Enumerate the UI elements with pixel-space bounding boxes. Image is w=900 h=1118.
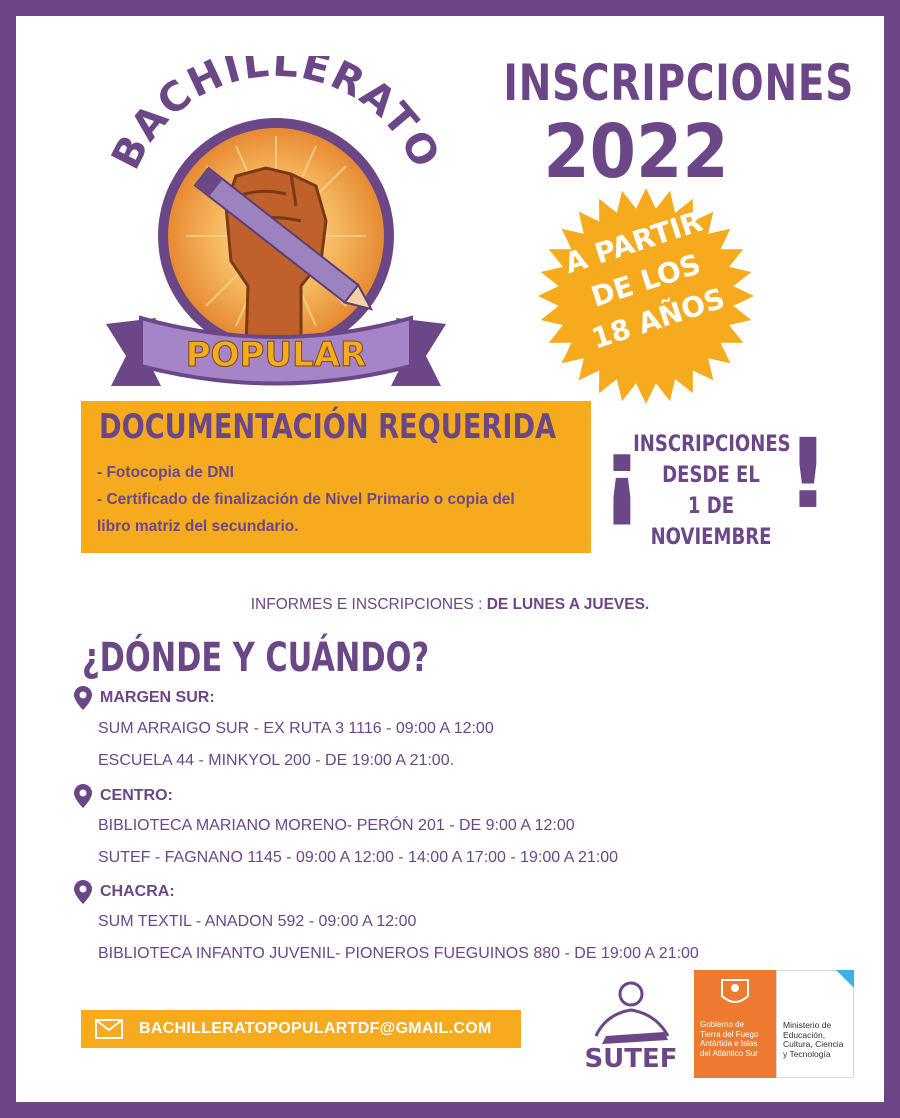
zone-heading <box>74 880 175 904</box>
inscripciones-title: INSCRIPCIONES <box>503 54 855 112</box>
corner-flag-icon <box>836 970 854 988</box>
donde-title: ¿DÓNDE Y CUÁNDO? <box>82 635 430 681</box>
informes-line <box>16 596 884 614</box>
location-line: SUTEF - FAGNANO 1145 - 09:00 A 12:00 - 14:00 A 17:00 - 19:00 A 21:00 <box>98 849 619 866</box>
zone-name: CHACRA: <box>100 883 175 900</box>
documentacion-title: DOCUMENTACIÓN REQUERIDA <box>99 407 557 447</box>
email-link[interactable]: BACHILLERATOPOPULARTDF@GMAIL.COM <box>139 1020 492 1037</box>
documentacion-list <box>97 459 577 540</box>
logo-arc-text: BACHILLERATO <box>103 56 449 177</box>
location-line: SUM TEXTIL - ANADON 592 - 09:00 A 12:00 <box>98 913 417 930</box>
gobierno-tdf-logo <box>694 970 776 1078</box>
inscripciones-year: 2022 <box>543 109 729 195</box>
location-pin-icon <box>74 880 92 904</box>
exclamation-open: ¡ <box>600 418 644 530</box>
informes-days: DE LUNES A JUEVES. <box>486 596 650 613</box>
exclamation-close: ! <box>786 418 830 530</box>
envelope-icon <box>95 1019 123 1039</box>
doc-item: libro matriz del secundario. <box>97 518 299 535</box>
email-bar[interactable] <box>81 1010 521 1048</box>
fist-pencil-emblem <box>86 56 466 406</box>
gobierno-text: Gobierno de Tierra del Fuego Antártida e Islas del Atlántico Sur <box>700 1020 759 1058</box>
zone-name: MARGEN SUR: <box>100 689 215 706</box>
ministerio-text: Ministerio de Educación, Cultura, Ciencia y Tecnología <box>783 1020 844 1059</box>
sutef-logo-text: SUTEF <box>584 1044 678 1074</box>
informes-label: INFORMES E INSCRIPCIONES : <box>250 596 487 613</box>
logo-ribbon-text: POPULAR <box>185 335 367 375</box>
location-line: ESCUELA 44 - MINKYOL 200 - DE 19:00 A 21:00. <box>98 752 455 769</box>
documentacion-box <box>81 401 591 553</box>
location-line: BIBLIOTECA INFANTO JUVENIL- PIONEROS FUEGUINOS 880 - DE 19:00 A 21:00 <box>98 945 699 962</box>
inscripciones-desde-text: INSCRIPCIONES DESDE EL 1 DE NOVIEMBRE <box>633 432 791 550</box>
poster <box>16 16 884 1102</box>
zone-name: CENTRO: <box>100 787 173 804</box>
age-badge-text: A PARTIR DE LOS 18 AÑOS <box>560 204 729 356</box>
bachillerato-popular-logo <box>86 56 466 406</box>
doc-item: - Certificado de finalización de Nivel Primario o copia del <box>97 491 515 508</box>
doc-item: - Fotocopia de DNI <box>97 464 234 481</box>
gobierno-shield-icon <box>694 970 776 1014</box>
sutef-logo <box>576 974 686 1074</box>
zone-heading <box>74 686 215 710</box>
location-line: BIBLIOTECA MARIANO MORENO- PERÓN 201 - DE 9:00 A 12:00 <box>98 817 575 834</box>
location-pin-icon <box>74 686 92 710</box>
location-pin-icon <box>74 784 92 808</box>
location-line: SUM ARRAIGO SUR - EX RUTA 3 1116 - 09:00 A 12:00 <box>98 720 494 737</box>
ministerio-logo <box>776 970 854 1078</box>
zone-heading <box>74 784 173 808</box>
